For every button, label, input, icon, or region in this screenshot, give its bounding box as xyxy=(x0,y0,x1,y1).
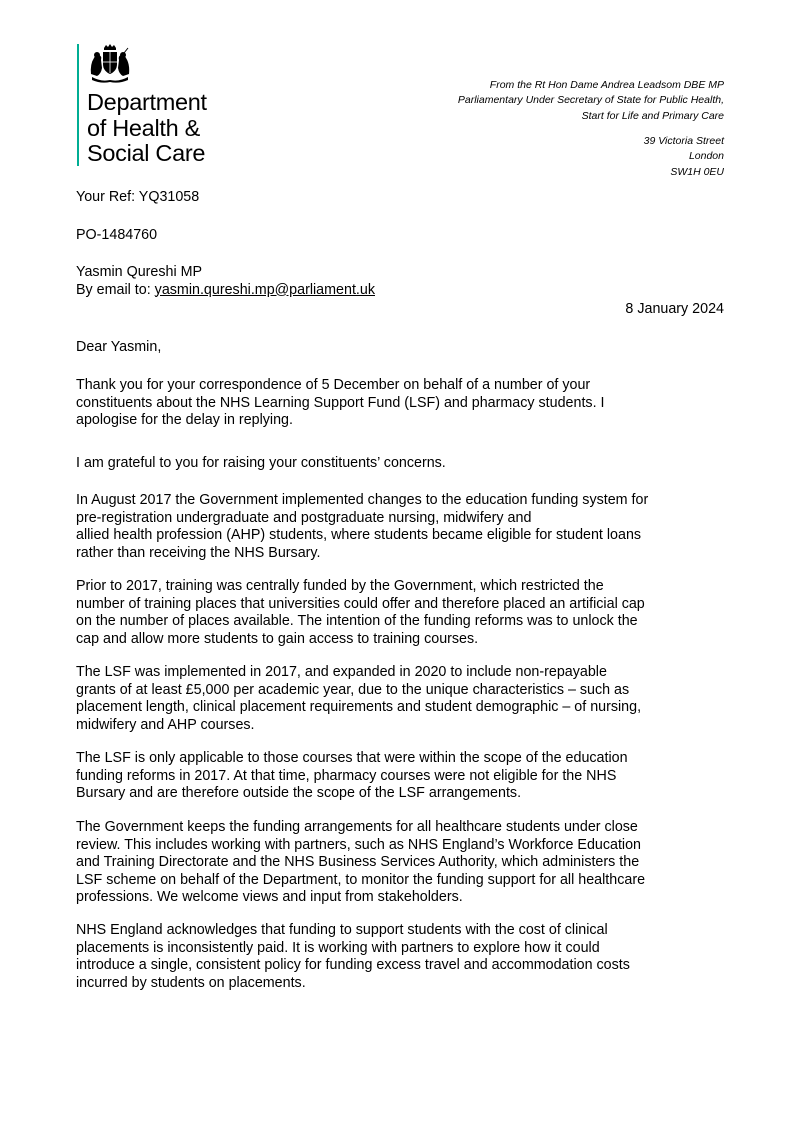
sender-line: From the Rt Hon Dame Andrea Leadsom DBE MP xyxy=(489,79,724,91)
paragraph-line: rather than receiving the NHS Bursary. xyxy=(76,544,321,561)
paragraph-line: midwifery and AHP courses. xyxy=(76,716,255,733)
paragraph-line: I am grateful to you for raising your constituents’ concerns. xyxy=(76,455,446,471)
royal-coat-of-arms-icon xyxy=(87,44,133,84)
paragraph-line: number of training places that universities could offer and therefore placed an artificial cap xyxy=(76,595,645,612)
paragraph-line: placement length, clinical placement requirements and student demographic – of nursing, xyxy=(76,699,642,716)
po-reference: PO-1484760 xyxy=(76,227,158,243)
recipient-name: Yasmin Qureshi MP xyxy=(76,264,203,280)
paragraph-line: The Government keeps the funding arrangements for all healthcare students under close xyxy=(76,819,638,835)
paragraph-line: Prior to 2017, training was centrally funded by the Government, which restricted the xyxy=(76,578,604,594)
department-name-line-3: Social Care xyxy=(87,140,206,166)
logo-accent-bar xyxy=(77,44,79,166)
letter-date: 8 January 2024 xyxy=(625,301,724,317)
body-paragraph xyxy=(76,750,628,803)
paragraph-line: The LSF was implemented in 2017, and expanded in 2020 to include non-repayable xyxy=(76,664,607,680)
body-paragraph xyxy=(76,492,648,562)
department-name xyxy=(87,90,247,167)
paragraph-line: introduce a single, consistent policy for funding excess travel and accommodation costs xyxy=(76,957,630,974)
email-prefix: By email to: xyxy=(76,281,155,298)
paragraph-line: pre-registration undergraduate and postgraduate nursing, midwifery and xyxy=(76,509,532,526)
paragraph-line: The LSF is only applicable to those courses that were within the scope of the education xyxy=(76,750,628,766)
paragraph-line: funding reforms in 2017. At that time, pharmacy courses were not eligible for the NHS xyxy=(76,767,617,784)
sender-line: Start for Life and Primary Care xyxy=(581,109,724,122)
address-line: London xyxy=(688,150,724,163)
paragraph-line: In August 2017 the Government implemented changes to the education funding system for xyxy=(76,492,649,508)
paragraph-line: review. This includes working with partners, such as NHS England’s Workforce Education xyxy=(76,836,641,853)
paragraph-line: constituents about the NHS Learning Support Fund (LSF) and pharmacy students. I xyxy=(76,394,605,411)
paragraph-line: grants of at least £5,000 per academic year, due to the unique characteristics – such as xyxy=(76,681,630,698)
paragraph-line: incurred by students on placements. xyxy=(76,974,306,991)
paragraph-line: apologise for the delay in replying. xyxy=(76,412,293,429)
address-line: 39 Victoria Street xyxy=(643,135,724,147)
body-paragraph xyxy=(76,455,446,473)
sender-line: Parliamentary Under Secretary of State for Public Health, xyxy=(457,94,724,107)
your-reference: Your Ref: YQ31058 xyxy=(76,189,200,205)
paragraph-line: cap and allow more students to gain access to training courses. xyxy=(76,630,479,647)
paragraph-line: LSF scheme on behalf of the Department, to monitor the funding support for all healthcare xyxy=(76,871,646,888)
recipient-block xyxy=(76,264,375,299)
paragraph-line: on the number of places available. The intention of the funding reforms was to unlock the xyxy=(76,613,638,630)
paragraph-line: and Training Directorate and the NHS Business Services Authority, which administers the xyxy=(76,854,640,871)
sender-address xyxy=(644,134,724,180)
paragraph-line: NHS England acknowledges that funding to support students with the cost of clinical xyxy=(76,922,608,938)
paragraph-line: placements is inconsistently paid. It is working with partners to explore how it could xyxy=(76,939,600,956)
salutation: Dear Yasmin, xyxy=(76,339,162,355)
recipient-email-link[interactable]: yasmin.qureshi.mp@parliament.uk xyxy=(154,281,375,298)
paragraph-line: allied health profession (AHP) students, where students became eligible for student loans xyxy=(76,527,642,544)
department-name-line-2: of Health & xyxy=(87,114,200,141)
body-paragraph xyxy=(76,819,645,907)
body-paragraph xyxy=(76,578,645,648)
paragraph-line: professions. We welcome views and input from stakeholders. xyxy=(76,889,463,906)
recipient-email-line xyxy=(76,282,375,300)
paragraph-line: Thank you for your correspondence of 5 December on behalf of a number of your xyxy=(76,377,591,393)
department-name-line-1: Department xyxy=(87,89,207,115)
body-paragraph xyxy=(76,664,641,734)
sender-block xyxy=(458,78,724,124)
address-line: SW1H 0EU xyxy=(670,165,724,178)
paragraph-line: Bursary and are therefore outside the scope of the LSF arrangements. xyxy=(76,785,522,802)
body-paragraph xyxy=(76,922,630,992)
body-paragraph xyxy=(76,377,605,430)
